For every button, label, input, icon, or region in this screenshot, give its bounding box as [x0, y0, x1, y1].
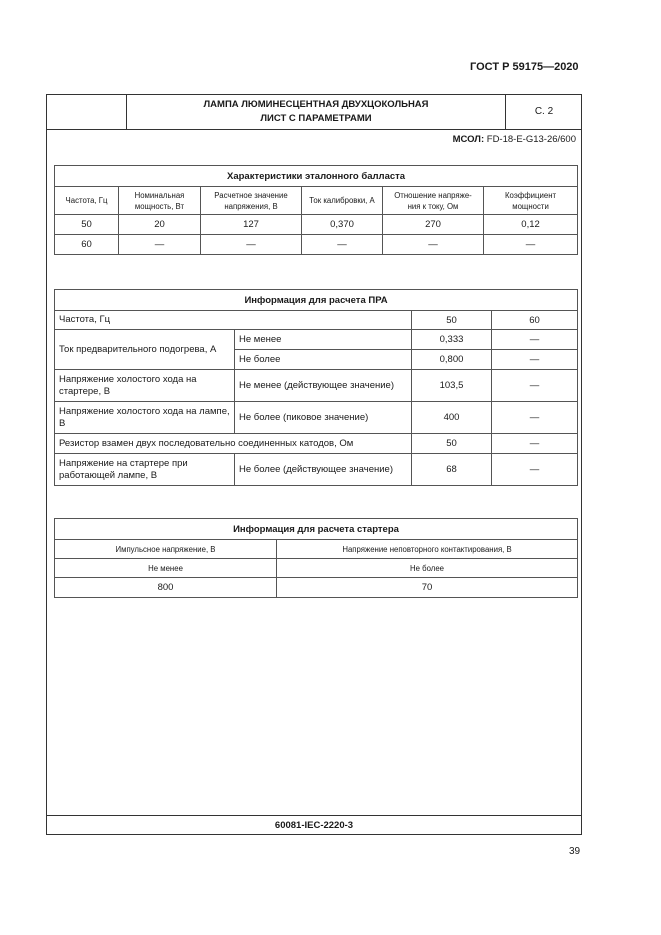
title-line-1: ЛАМПА ЛЮМИНЕСЦЕНТНАЯ ДВУХЦОКОЛЬНАЯ [203, 99, 429, 110]
pra-param: Резистор взамен двух последовательно соединенных катодов, Ом [55, 434, 412, 454]
starter-subheader: Не более [277, 559, 578, 578]
table-row [55, 330, 578, 350]
starter-col-header: Напряжение неповторного контактирования, В [277, 540, 578, 559]
ballast-cell: — [383, 235, 484, 255]
msol-label: МСОЛ: [452, 134, 485, 145]
table-row [55, 370, 578, 402]
pra-value: — [492, 370, 578, 402]
pra-value: — [492, 434, 578, 454]
table-row [55, 454, 578, 486]
starter-value: 70 [277, 578, 578, 598]
pra-value: 0,800 [412, 350, 492, 370]
page-number: 39 [569, 846, 581, 857]
ballast-cell: — [119, 235, 201, 255]
table-row [55, 434, 578, 454]
pra-value: 0,333 [412, 330, 492, 350]
ballast-col-header: Ток калибровки, А [302, 187, 383, 215]
ballast-cell: 0,12 [484, 215, 578, 235]
ballast-col-header: Номинальная мощность, Вт [119, 187, 201, 215]
sheet-number: С. 2 [505, 95, 582, 129]
ballast-cell: 270 [383, 215, 484, 235]
pra-value: 68 [412, 454, 492, 486]
msol-designation [453, 134, 576, 145]
header-left-cell [47, 95, 127, 129]
starter-subheader: Не менее [55, 559, 277, 578]
header-divider [47, 129, 581, 130]
pra-title: Информация для расчета ПРА [55, 290, 578, 311]
ballast-cell: 0,370 [302, 215, 383, 235]
pra-param: Напряжение на стартере при работающей лампе, В [55, 454, 235, 486]
pra-param: Частота, Гц [55, 311, 412, 330]
ballast-cell: — [484, 235, 578, 255]
footer-divider [47, 815, 581, 816]
table-row [55, 235, 578, 255]
pra-param: Ток предварительного подогрева, А [55, 330, 235, 370]
pra-param: Напряжение холостого хода на лампе, В [55, 402, 235, 434]
pra-condition: Не более [235, 350, 412, 370]
standard-number: ГОСТ Р 59175—2020 [470, 61, 579, 73]
pra-value: 50 [412, 434, 492, 454]
msol-value: FD-18-E-G13-26/600 [486, 134, 576, 145]
pra-condition: Не более (пиковое значение) [235, 402, 412, 434]
pra-value: — [492, 402, 578, 434]
pra-value: 400 [412, 402, 492, 434]
ballast-cell: 127 [201, 215, 302, 235]
table-row [55, 311, 578, 330]
table-row [55, 215, 578, 235]
ballast-cell: 20 [119, 215, 201, 235]
starter-table [54, 518, 578, 598]
pra-value: 103,5 [412, 370, 492, 402]
ballast-cell: 60 [55, 235, 119, 255]
starter-value: 800 [55, 578, 277, 598]
footer-code: 60081-IEC-2220-3 [274, 820, 354, 831]
title-line-2: ЛИСТ С ПАРАМЕТРАМИ [260, 113, 372, 124]
pra-table [54, 289, 578, 486]
pra-param: Напряжение холостого хода на стартере, В [55, 370, 235, 402]
ballast-col-header: Расчетное значение напряжения, В [201, 187, 302, 215]
pra-condition: Не менее (действующее значение) [235, 370, 412, 402]
table-row [55, 402, 578, 434]
ballast-col-header: Частота, Гц [55, 187, 119, 215]
pra-value: — [492, 454, 578, 486]
pra-condition: Не менее [235, 330, 412, 350]
pra-value: — [492, 330, 578, 350]
starter-title: Информация для расчета стартера [55, 519, 578, 540]
pra-condition: Не более (действующее значение) [235, 454, 412, 486]
pra-value: — [492, 350, 578, 370]
pra-value: 60 [492, 311, 578, 330]
ballast-table [54, 165, 578, 255]
pra-value: 50 [412, 311, 492, 330]
table-row [55, 578, 578, 598]
header-title [127, 95, 505, 129]
ballast-cell: 50 [55, 215, 119, 235]
ballast-col-header: Коэффициент мощности [484, 187, 578, 215]
ballast-cell: — [201, 235, 302, 255]
ballast-cell: — [302, 235, 383, 255]
ballast-title: Характеристики эталонного балласта [55, 166, 578, 187]
starter-col-header: Импульсное напряжение, В [55, 540, 277, 559]
ballast-col-header: Отношение напряже- ния к току, Ом [383, 187, 484, 215]
